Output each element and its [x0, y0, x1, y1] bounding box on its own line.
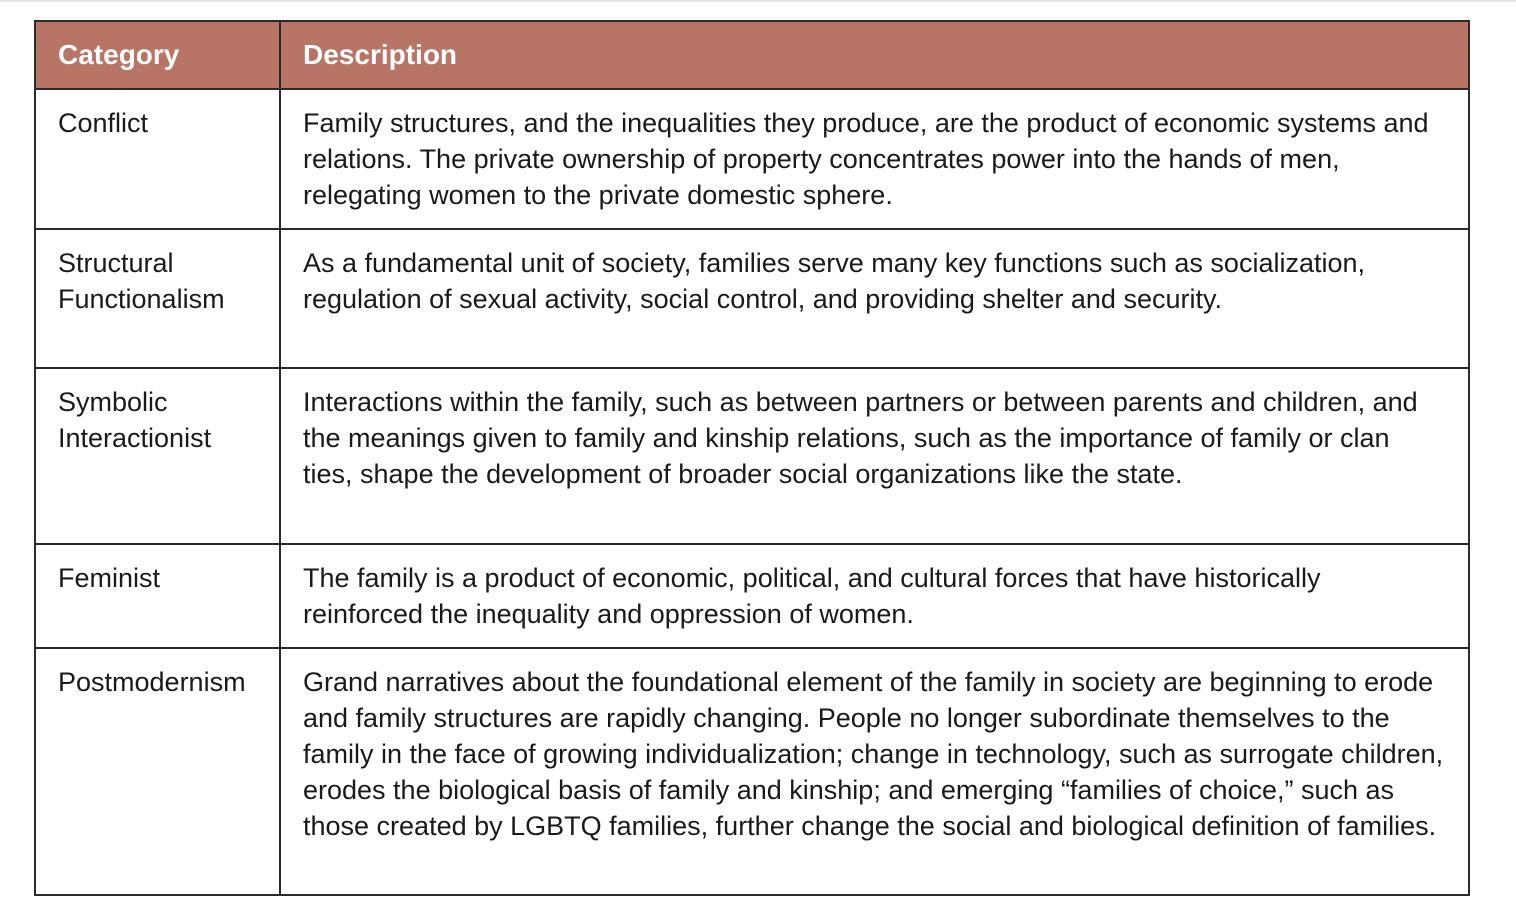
description-cell: The family is a product of economic, political, and cultural forces that have historically reinforced the inequality and oppression of women.: [280, 544, 1469, 648]
table-row: [35, 648, 1469, 895]
description-cell: Grand narratives about the foundational element of the family in society are beginning to erode and family structures are rapidly changing. People no longer subordinate themselves to the family in the face of growing individualization; change in technology, such as surrogate children, erodes the biological basis of family and kinship; and emerging “families of choice,” such as those created by LGBTQ families, further change the social and biological definition of families.: [280, 648, 1469, 895]
category-cell: Conflict: [35, 89, 280, 229]
column-header-category: Category: [35, 21, 280, 89]
table-row: [35, 229, 1469, 368]
category-cell: Postmodernism: [35, 648, 280, 895]
table-row: [35, 368, 1469, 544]
description-cell: Interactions within the family, such as between partners or between parents and children, and the meanings given to family and kinship relations, such as the importance of family or clan ties, shape the development of broader social organizations like the state.: [280, 368, 1469, 544]
category-cell: Symbolic Interactionist: [35, 368, 280, 544]
category-cell: Feminist: [35, 544, 280, 648]
table-body: [35, 89, 1469, 895]
column-header-description: Description: [280, 21, 1469, 89]
header-row: [35, 21, 1469, 89]
table-header: [35, 21, 1469, 89]
description-cell: Family structures, and the inequalities they produce, are the product of economic systems and relations. The private ownership of property concentrates power into the hands of men, relegating women to the private domestic sphere.: [280, 89, 1469, 229]
description-cell: As a fundamental unit of society, families serve many key functions such as socialization, regulation of sexual activity, social control, and providing shelter and security.: [280, 229, 1469, 368]
table-row: [35, 89, 1469, 229]
top-divider: [0, 0, 1516, 2]
table-row: [35, 544, 1469, 648]
theories-table: [34, 20, 1470, 896]
category-cell: Structural Functionalism: [35, 229, 280, 368]
